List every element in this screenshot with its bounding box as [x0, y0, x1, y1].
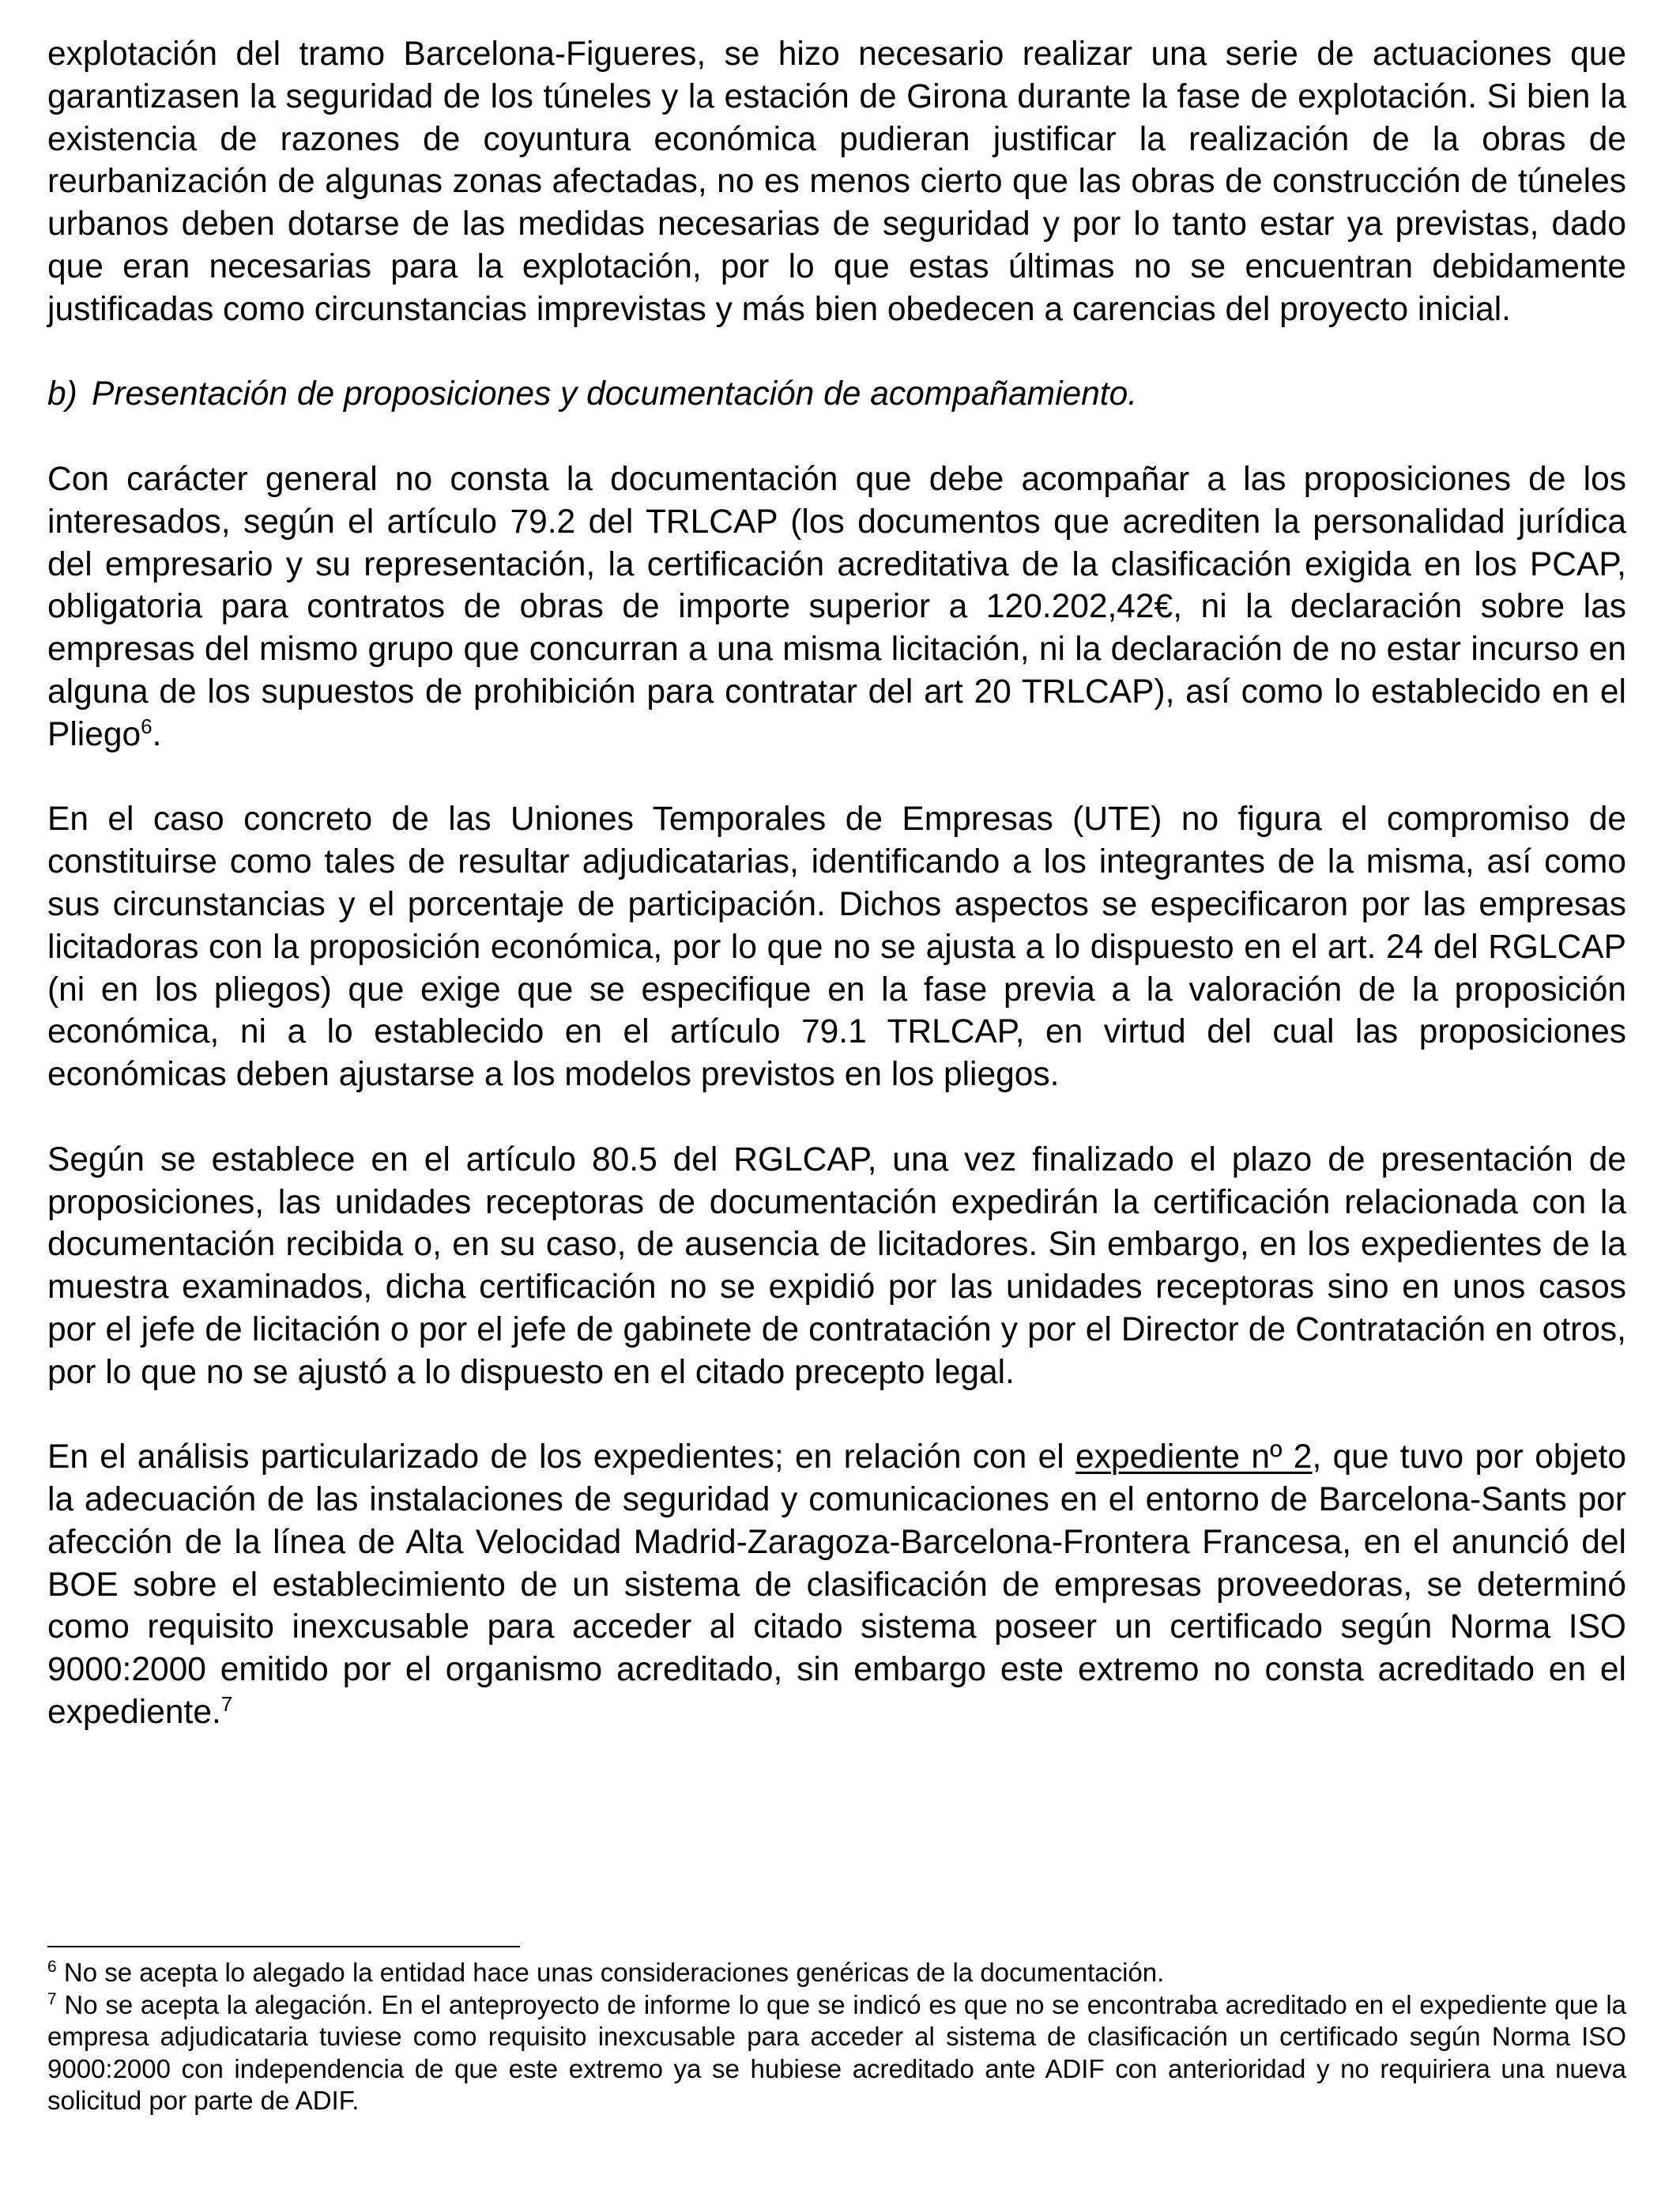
footnote-separator — [47, 1946, 520, 1947]
paragraph-expediente-intro: En el análisis particularizado de los expedientes; en relación con el — [47, 1438, 1076, 1476]
footnote-text: No se acepta lo alegado la entidad hace unas consideraciones genéricas de la documentación. — [56, 1958, 1165, 1987]
footnote-ref-6[interactable]: 6 — [141, 714, 153, 738]
paragraph-documentation-text: Con carácter general no consta la documentación que debe acompañar a las proposiciones de los interesados, según el artículo 79.2 del TRLCAP (los documentos que acrediten la personalidad jurídica del empresario y su representación, la certificación acreditativa de la clasificación exigida en los PCAP, obligatoria para contratos de obras de importe superior a 120.202,42€, ni la declaración sobre las empresas del mismo grupo que concurran a una misma licitación, ni la declaración de no estar incurso en alguna de los supuestos de prohibición para contratar del art 20 TRLCAP), así como lo establecido en el Pliego — [47, 460, 1626, 753]
paragraph-expediente — [47, 1436, 1626, 1734]
paragraph-continuation: explotación del tramo Barcelona-Figueres, se hizo necesario realizar una serie de actuaciones que garantizasen la seguridad de los túneles y la estación de Girona durante la fase de explotación. Si bien la existencia de razones de coyuntura económica pudieran justificar la realización de la obras de reurbanización de algunas zonas afectadas, no es menos cierto que las obras de construcción de túneles urbanos deben dotarse de las medidas necesarias de seguridad y por lo tanto estar ya previstas, dado que eran necesarias para la explotación, por lo que estas últimas no se encuentran debidamente justificadas como circunstancias imprevistas y más bien obedecen a carencias del proyecto inicial. — [47, 36, 1626, 328]
section-heading-text: Presentación de proposiciones y documentación de acompañamiento. — [92, 375, 1138, 413]
footnote-number: 7 — [47, 1989, 57, 2008]
section-marker: b) — [47, 375, 77, 413]
paragraph-documentation-end: . — [152, 715, 162, 753]
paragraph-expediente-body: , que tuvo por objeto la adecuación de las instalaciones de seguridad y comunicaciones en el entorno de Barcelona-Sants por afección de la línea de Alta Velocidad Madrid-Zaragoza-Barcelona-Frontera Francesa, en el anunció del BOE sobre el establecimiento de un sistema de clasificación de empresas proveedoras, se determinó como requisito inexcusable para acceder al citado sistema poseer un certificado según Norma ISO 9000:2000 emitido por el organismo acreditado, sin embargo este extremo no consta acreditado en el expediente. — [47, 1438, 1626, 1732]
footnote-number: 6 — [47, 1958, 57, 1976]
footnote-ref-7[interactable]: 7 — [220, 1691, 233, 1716]
paragraph-documentation — [47, 458, 1626, 756]
footnote-7 — [47, 1989, 1626, 2117]
section-heading-b — [47, 373, 1626, 416]
expediente-link[interactable]: expediente nº 2 — [1075, 1438, 1313, 1476]
paragraph-certification: Según se establece en el artículo 80.5 del RGLCAP, una vez finalizado el plazo de presentación de proposiciones, las unidades receptoras de documentación expedirán la certificación relacionada con la documentación recibida o, en su caso, de ausencia de licitadores. Sin embargo, en los expedientes de la muestra examinados, dicha certificación no se expidió por las unidades receptoras sino en unos casos por el jefe de licitación o por el jefe de gabinete de contratación y por el Director de Contratación en otros, por lo que no se ajustó a lo dispuesto en el citado precepto legal. — [47, 1140, 1626, 1391]
footnote-text: No se acepta la alegación. En el anteproyecto de informe lo que se indicó es que no se encontraba acreditado en el expediente que la empresa adjudicataria tuviese como requisito inexcusable para acceder al sistema de clasificación un certificado según Norma ISO 9000:2000 con independencia de que este extremo ya se hubiese acreditado ante ADIF con anterioridad y no requiriera una nueva solicitud por parte de ADIF. — [47, 1989, 1626, 2115]
footnote-6 — [47, 1957, 1626, 1989]
document-body — [47, 33, 1626, 1734]
paragraph-ute: En el caso concreto de las Uniones Temporales de Empresas (UTE) no figura el compromiso de constituirse como tales de resultar adjudicatarias, identificando a los integrantes de la misma, así como sus circunstancias y el porcentaje de participación. Dichos aspectos se especificaron por las empresas licitadoras con la proposición económica, por lo que no se ajusta a lo dispuesto en el art. 24 del RGLCAP (ni en los pliegos) que exige que se especifique en la fase previa a la valoración de la proposición económica, ni a lo establecido en el artículo 79.1 TRLCAP, en virtud del cual las proposiciones económicas deben ajustarse a los modelos previstos en los pliegos. — [47, 801, 1626, 1094]
footnotes — [47, 1957, 1626, 2117]
